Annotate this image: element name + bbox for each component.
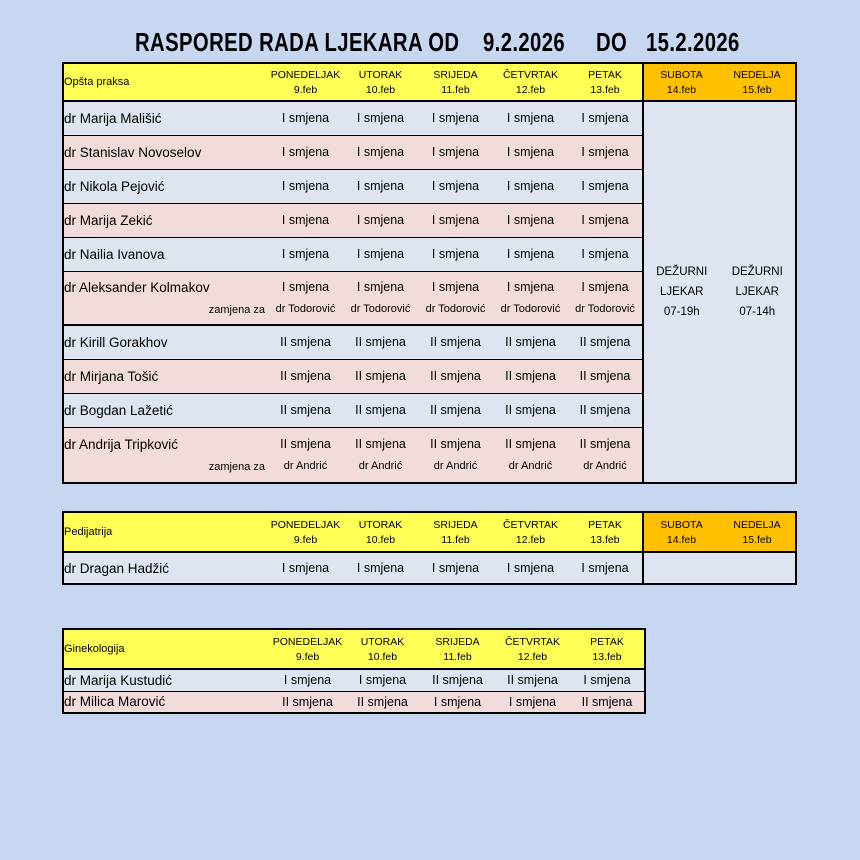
shift-value: I smjena bbox=[358, 673, 407, 688]
shift-cell bbox=[343, 169, 418, 203]
day-date: 13.feb bbox=[590, 533, 620, 546]
shift-value: I smjena bbox=[433, 694, 482, 709]
substitute-label: zamjena za bbox=[208, 460, 265, 473]
day-date: 9.feb bbox=[295, 650, 320, 663]
weekday-header bbox=[568, 512, 643, 552]
shift-cell bbox=[343, 359, 418, 393]
day-date: 15.feb bbox=[742, 83, 772, 96]
shift-cell bbox=[568, 325, 643, 359]
doctor-name-cell bbox=[63, 691, 270, 713]
shift-value: I smjena bbox=[431, 111, 480, 126]
doctor-name-cell bbox=[63, 552, 268, 584]
shift-cell bbox=[568, 101, 643, 135]
doctor-row bbox=[63, 552, 796, 584]
shift-value: I smjena bbox=[356, 561, 405, 575]
shift-cell bbox=[568, 203, 643, 237]
shift-value: I smjena bbox=[356, 179, 405, 193]
doctor-name: dr Kirill Gorakhov bbox=[64, 334, 168, 350]
substitute-doctor: dr Andrić bbox=[433, 460, 478, 473]
doctor-name: dr Dragan Hadžić bbox=[64, 560, 170, 576]
doctor-name: dr Marija Kustudić bbox=[64, 672, 173, 688]
section-label: Opšta praksa bbox=[63, 63, 268, 101]
shift-value: I smjena bbox=[356, 145, 405, 159]
day-date: 13.feb bbox=[590, 83, 620, 96]
day-name: SUBOTA bbox=[660, 68, 703, 81]
day-name: SRIJEDA bbox=[433, 518, 478, 531]
shift-cell bbox=[268, 271, 343, 325]
shift-value: I smjena bbox=[506, 280, 555, 295]
shift-value: I smjena bbox=[283, 673, 332, 688]
doctor-name: dr Stanislav Novoselov bbox=[64, 144, 202, 160]
shift-cell bbox=[493, 135, 568, 169]
doctor-name: dr Mirjana Tošić bbox=[64, 368, 159, 384]
shift-cell bbox=[568, 237, 643, 271]
shift-cell bbox=[268, 359, 343, 393]
weekend-header bbox=[719, 63, 796, 101]
shift-value: II smjena bbox=[430, 335, 481, 350]
weekday-header bbox=[270, 629, 345, 669]
day-date: 11.feb bbox=[441, 83, 470, 96]
substitute-doctor: dr Todorović bbox=[500, 303, 561, 316]
shift-cell bbox=[420, 691, 495, 713]
doctor-name-cell bbox=[63, 271, 268, 325]
weekend-header bbox=[643, 63, 719, 101]
shift-value: I smjena bbox=[281, 213, 330, 227]
shift-value: I smjena bbox=[431, 280, 480, 295]
shift-cell bbox=[570, 669, 645, 691]
shift-cell bbox=[268, 135, 343, 169]
table-header bbox=[63, 629, 645, 669]
day-name: UTORAK bbox=[358, 68, 403, 81]
shift-cell bbox=[493, 169, 568, 203]
day-name: ČETVRTAK bbox=[502, 68, 559, 81]
doctor-name-cell bbox=[63, 135, 268, 169]
day-date: 11.feb bbox=[443, 650, 472, 663]
doctor-name-cell bbox=[63, 669, 270, 691]
shift-value: II smjena bbox=[581, 694, 633, 709]
shift-value: II smjena bbox=[579, 437, 631, 452]
shift-cell bbox=[568, 135, 643, 169]
day-name: SRIJEDA bbox=[435, 635, 480, 648]
shift-value: II smjena bbox=[430, 403, 481, 417]
day-date: 9.feb bbox=[293, 533, 318, 546]
doctor-row bbox=[63, 669, 645, 691]
shift-value: I smjena bbox=[281, 561, 330, 575]
shift-cell bbox=[568, 427, 643, 483]
shift-cell bbox=[568, 393, 643, 427]
date-to: 15.2.2026 bbox=[646, 27, 740, 57]
weekday-header bbox=[418, 512, 493, 552]
doctor-name: dr Nikola Pejović bbox=[64, 178, 165, 194]
shift-cell bbox=[418, 427, 493, 483]
shift-value: II smjena bbox=[505, 437, 556, 452]
duty-line: DEŽURNI bbox=[656, 265, 708, 278]
doctor-name-cell bbox=[63, 427, 268, 483]
day-name: SUBOTA bbox=[660, 518, 703, 531]
weekday-header bbox=[568, 63, 643, 101]
shift-value: I smjena bbox=[281, 280, 330, 295]
duty-saturday bbox=[644, 262, 720, 322]
duty-sunday bbox=[720, 262, 796, 322]
shift-cell bbox=[568, 359, 643, 393]
shift-cell bbox=[268, 169, 343, 203]
shift-value: II smjena bbox=[355, 369, 406, 383]
day-date: 14.feb bbox=[666, 83, 697, 96]
day-date: 13.feb bbox=[592, 650, 622, 663]
substitute-doctor: dr Andrić bbox=[283, 460, 328, 473]
shift-cell bbox=[268, 393, 343, 427]
shift-value: II smjena bbox=[355, 437, 406, 452]
weekday-header bbox=[343, 63, 418, 101]
shift-cell bbox=[343, 237, 418, 271]
doctor-name: dr Andrija Tripković bbox=[64, 436, 179, 452]
shift-cell bbox=[343, 203, 418, 237]
shift-value: I smjena bbox=[281, 111, 330, 126]
day-name: PETAK bbox=[590, 635, 624, 648]
shift-value: I smjena bbox=[506, 111, 555, 126]
do-label: DO bbox=[596, 27, 628, 57]
doctor-name-cell bbox=[63, 101, 268, 135]
day-name: UTORAK bbox=[360, 635, 405, 648]
shift-value: I smjena bbox=[356, 280, 405, 295]
shift-cell bbox=[270, 691, 345, 713]
shift-cell bbox=[418, 169, 493, 203]
day-date: 14.feb bbox=[666, 533, 697, 546]
duty-line: LJEKAR bbox=[660, 285, 704, 298]
weekday-header bbox=[343, 512, 418, 552]
shift-cell bbox=[345, 691, 420, 713]
weekday-header bbox=[268, 63, 343, 101]
shift-cell bbox=[418, 393, 493, 427]
table-body bbox=[63, 669, 645, 713]
shift-value: I smjena bbox=[281, 247, 330, 261]
shift-cell bbox=[495, 669, 570, 691]
shift-cell bbox=[493, 271, 568, 325]
substitute-doctor: dr Todorović bbox=[350, 303, 411, 316]
shift-cell bbox=[268, 427, 343, 483]
shift-cell bbox=[268, 237, 343, 271]
shift-value: I smjena bbox=[356, 111, 405, 126]
shift-cell bbox=[495, 691, 570, 713]
shift-value: I smjena bbox=[431, 247, 480, 261]
shift-value: II smjena bbox=[579, 403, 631, 417]
doctor-name: dr Nailia Ivanova bbox=[64, 246, 165, 262]
shift-cell bbox=[418, 135, 493, 169]
shift-cell bbox=[343, 135, 418, 169]
table-body bbox=[63, 101, 796, 483]
shift-cell bbox=[268, 325, 343, 359]
weekday-header bbox=[570, 629, 645, 669]
shift-value: I smjena bbox=[583, 673, 631, 688]
day-name: PONEDELJAK bbox=[272, 635, 343, 648]
shift-cell bbox=[343, 271, 418, 325]
shift-value: II smjena bbox=[507, 673, 558, 688]
shift-cell bbox=[345, 669, 420, 691]
shift-value: II smjena bbox=[357, 694, 408, 709]
day-name: PETAK bbox=[588, 68, 622, 81]
shift-cell bbox=[418, 101, 493, 135]
shift-cell bbox=[418, 552, 493, 584]
duty-line: LJEKAR bbox=[735, 285, 779, 298]
shift-value: II smjena bbox=[280, 403, 331, 417]
doctor-name-cell bbox=[63, 169, 268, 203]
duty-line: 07-19h bbox=[663, 306, 700, 319]
shift-cell bbox=[268, 101, 343, 135]
shift-cell bbox=[568, 552, 643, 584]
shift-value: I smjena bbox=[581, 213, 629, 227]
shift-value: I smjena bbox=[506, 145, 555, 159]
shift-cell bbox=[270, 669, 345, 691]
weekday-header bbox=[345, 629, 420, 669]
shift-cell bbox=[268, 552, 343, 584]
shift-value: II smjena bbox=[505, 369, 556, 383]
shift-value: I smjena bbox=[581, 280, 629, 295]
doctor-name-cell bbox=[63, 325, 268, 359]
shift-cell bbox=[493, 203, 568, 237]
shift-value: I smjena bbox=[506, 561, 555, 575]
table-header bbox=[63, 512, 796, 552]
shift-value: I smjena bbox=[508, 694, 557, 709]
weekend-duty-wrap bbox=[644, 262, 795, 322]
day-date: 10.feb bbox=[367, 650, 398, 663]
shift-cell bbox=[420, 669, 495, 691]
shift-value: II smjena bbox=[432, 673, 483, 688]
schedule-table bbox=[62, 511, 797, 585]
substitute-doctor: dr Andrić bbox=[583, 460, 627, 473]
doctor-name: dr Marija Zekić bbox=[64, 212, 153, 228]
substitute-doctor: dr Andrić bbox=[358, 460, 403, 473]
header-row bbox=[63, 512, 796, 552]
shift-value: II smjena bbox=[505, 403, 556, 417]
shift-cell bbox=[343, 393, 418, 427]
shift-value: II smjena bbox=[355, 403, 406, 417]
weekday-header bbox=[418, 63, 493, 101]
shift-value: I smjena bbox=[431, 145, 480, 159]
shift-value: I smjena bbox=[356, 213, 405, 227]
day-name: PONEDELJAK bbox=[270, 518, 341, 531]
doctor-row bbox=[63, 691, 645, 713]
shift-value: I smjena bbox=[581, 247, 629, 261]
substitute-label: zamjena za bbox=[208, 303, 265, 316]
weekend-header bbox=[719, 512, 796, 552]
shift-value: I smjena bbox=[581, 145, 629, 159]
section-label: Ginekologija bbox=[63, 629, 270, 669]
shift-cell bbox=[343, 325, 418, 359]
day-name: PETAK bbox=[588, 518, 622, 531]
weekday-header bbox=[268, 512, 343, 552]
shift-cell bbox=[493, 393, 568, 427]
day-date: 12.feb bbox=[515, 83, 546, 96]
weekday-header bbox=[493, 512, 568, 552]
weekend-duty-cell bbox=[643, 101, 796, 483]
shift-cell bbox=[418, 237, 493, 271]
doctor-name: dr Marija Mališić bbox=[64, 110, 162, 126]
shift-value: I smjena bbox=[581, 561, 629, 575]
day-name: PONEDELJAK bbox=[270, 68, 341, 81]
shift-cell bbox=[493, 359, 568, 393]
shift-value: II smjena bbox=[355, 335, 406, 350]
shift-value: II smjena bbox=[579, 369, 631, 383]
shift-value: II smjena bbox=[280, 437, 331, 452]
substitute-doctor: dr Todorović bbox=[275, 303, 336, 316]
day-date: 10.feb bbox=[365, 533, 396, 546]
doctor-name: dr Bogdan Lažetić bbox=[64, 402, 173, 418]
shift-value: I smjena bbox=[506, 247, 555, 261]
shift-value: I smjena bbox=[356, 247, 405, 261]
day-date: 12.feb bbox=[517, 650, 548, 663]
schedule-table bbox=[62, 62, 797, 484]
day-name: UTORAK bbox=[358, 518, 403, 531]
shift-value: I smjena bbox=[581, 111, 629, 126]
shift-value: II smjena bbox=[430, 437, 481, 452]
substitute-doctor: dr Todorović bbox=[425, 303, 486, 316]
shift-value: II smjena bbox=[282, 694, 333, 709]
shift-cell bbox=[493, 237, 568, 271]
duty-line: DEŽURNI bbox=[731, 265, 783, 278]
day-date: 9.feb bbox=[293, 83, 318, 96]
day-name: NEDELJA bbox=[733, 518, 781, 531]
doctor-name: dr Milica Marović bbox=[64, 694, 166, 710]
schedule-table bbox=[62, 628, 646, 714]
shift-value: I smjena bbox=[281, 145, 330, 159]
shift-value: I smjena bbox=[431, 179, 480, 193]
table-header bbox=[63, 63, 796, 101]
weekend-header bbox=[643, 512, 719, 552]
table-body bbox=[63, 552, 796, 584]
shift-value: I smjena bbox=[431, 213, 480, 227]
shift-cell bbox=[493, 552, 568, 584]
day-date: 12.feb bbox=[515, 533, 546, 546]
shift-value: II smjena bbox=[579, 335, 631, 350]
day-date: 15.feb bbox=[742, 533, 772, 546]
substitute-doctor: dr Andrić bbox=[508, 460, 553, 473]
header-row bbox=[63, 629, 645, 669]
shift-value: I smjena bbox=[281, 179, 330, 193]
shift-cell bbox=[493, 325, 568, 359]
weekday-header bbox=[495, 629, 570, 669]
shift-value: II smjena bbox=[505, 335, 556, 350]
substitute-doctor: dr Todorović bbox=[575, 303, 635, 316]
day-name: SRIJEDA bbox=[433, 68, 478, 81]
shift-cell bbox=[493, 427, 568, 483]
weekend-duty-cell bbox=[643, 552, 796, 584]
doctor-row bbox=[63, 101, 796, 135]
shift-cell bbox=[343, 101, 418, 135]
doctor-name-cell bbox=[63, 359, 268, 393]
shift-value: I smjena bbox=[506, 213, 555, 227]
shift-cell bbox=[568, 169, 643, 203]
shift-value: I smjena bbox=[581, 179, 629, 193]
day-date: 10.feb bbox=[365, 83, 396, 96]
shift-cell bbox=[343, 427, 418, 483]
shift-value: I smjena bbox=[506, 179, 555, 193]
doctor-name-cell bbox=[63, 393, 268, 427]
day-name: ČETVRTAK bbox=[502, 518, 559, 531]
shift-cell bbox=[418, 203, 493, 237]
shift-cell bbox=[343, 552, 418, 584]
shift-cell bbox=[570, 691, 645, 713]
section-label: Pedijatrija bbox=[63, 512, 268, 552]
day-name: NEDELJA bbox=[733, 68, 781, 81]
shift-value: II smjena bbox=[430, 369, 481, 383]
shift-value: II smjena bbox=[280, 369, 331, 383]
shift-cell bbox=[493, 101, 568, 135]
duty-line: 07-14h bbox=[739, 306, 776, 319]
weekday-header bbox=[493, 63, 568, 101]
shift-value: II smjena bbox=[280, 335, 331, 350]
header-row bbox=[63, 63, 796, 101]
day-name: ČETVRTAK bbox=[504, 635, 561, 648]
doctor-name: dr Aleksander Kolmakov bbox=[64, 279, 210, 295]
doctor-name-cell bbox=[63, 237, 268, 271]
date-from: 9.2.2026 bbox=[483, 27, 566, 57]
page-title: RASPORED RADA LJEKARA OD bbox=[135, 27, 460, 57]
weekday-header bbox=[420, 629, 495, 669]
shift-cell bbox=[418, 359, 493, 393]
shift-cell bbox=[418, 325, 493, 359]
shift-cell bbox=[568, 271, 643, 325]
shift-cell bbox=[268, 203, 343, 237]
shift-value: I smjena bbox=[431, 561, 480, 575]
shift-cell bbox=[418, 271, 493, 325]
day-date: 11.feb bbox=[441, 533, 470, 546]
doctor-name-cell bbox=[63, 203, 268, 237]
